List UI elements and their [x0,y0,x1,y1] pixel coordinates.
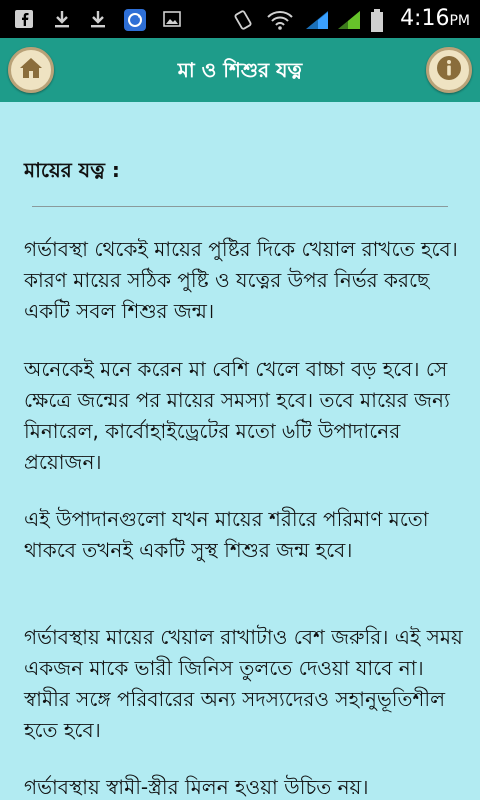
sync-app-icon [124,9,144,29]
article-paragraph: গর্ভাবস্থা থেকেই মায়ের পুষ্টির দিকে খেয়াল রাখতে হবে। কারণ মায়ের সঠিক পুষ্টি ও যত্নের উপর নির্ভর করছে একটি সবল শিশুর জন্ম। [24,237,458,323]
app-title: মা ও শিশুর যত্ন [177,58,303,82]
download-icon [52,9,72,29]
signal-icon [336,9,362,29]
article-heading: মায়ের যত্ন : [24,158,120,182]
signal-icon [304,9,330,29]
time-ampm: PM [449,13,470,29]
article-paragraph: অনেকেই মনে করেন মা বেশি খেলে বাচ্চা বড় হবে। সে ক্ষেত্রে জন্মের পর মায়ের সমস্যা হবে। তবে মায়ের জন্য মিনারেল, কার্বোহাইড্রেটের মতো ৬টি উপাদানের প্রয়োজন। [24,357,450,474]
article-paragraph: গর্ভাবস্থায় স্বামী-স্ত্রীর মিলন হওয়া উচিত নয়। [24,775,369,799]
rotate-icon [232,9,252,29]
info-button[interactable] [426,47,472,93]
image-icon [162,9,182,29]
article-paragraph: এই উপাদানগুলো যখন মায়ের শরীরে পরিমাণ মতো থাকবে তখনই একটি সুস্থ শিশুর জন্ম হবে। [24,507,429,562]
battery-icon [370,9,384,29]
article-paragraph: গর্ভাবস্থায় মায়ের খেয়াল রাখাটাও বেশ জরুরি। এই সময় একজন মাকে ভারী জিনিস তুলতে দেওয়া যাবে না। স্বামীর সঙ্গে পরিবারের অন্য সদস্যদেরও সহানুভূতিশীল হতে হবে। [24,625,463,742]
article-content[interactable] [0,102,480,800]
info-icon [436,55,462,85]
divider [32,206,448,207]
wifi-icon [266,9,294,29]
status-time [400,6,470,31]
download-icon [88,9,108,29]
time-text: 4:16 [400,6,450,31]
facebook-icon [14,9,34,29]
app-bar [0,38,480,102]
status-bar [0,0,480,38]
